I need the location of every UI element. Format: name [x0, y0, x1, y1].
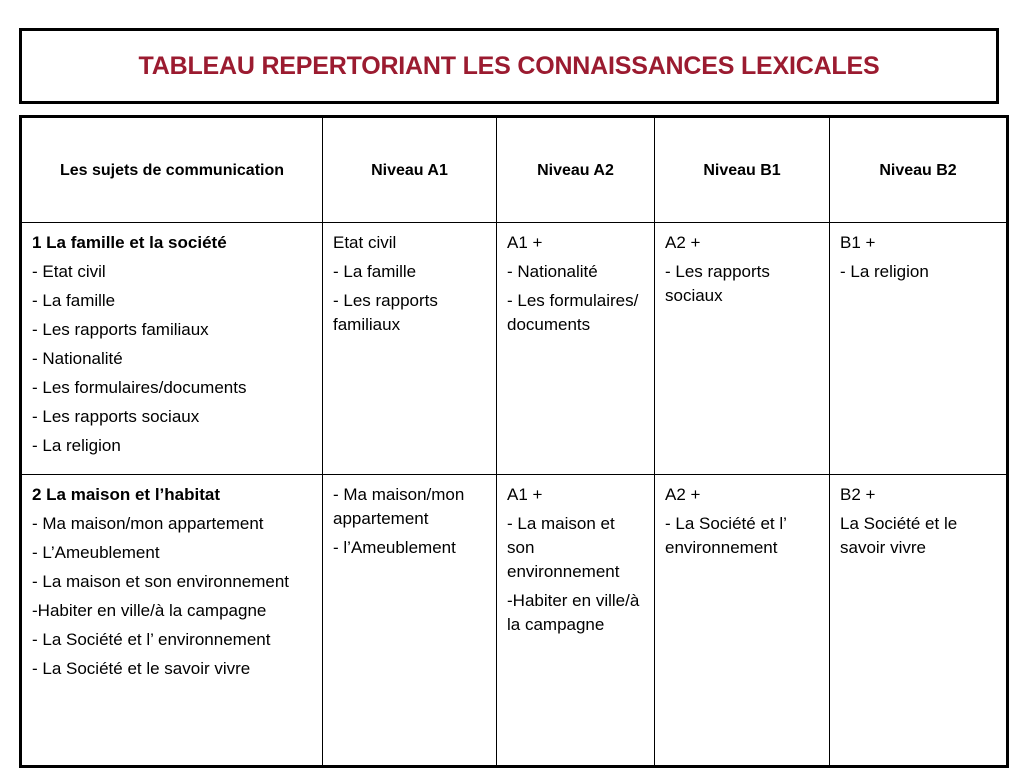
list-item: - L’Ameublement [32, 543, 160, 562]
list-item: - Ma maison/mon appartement [32, 514, 264, 533]
table-header-row [21, 117, 1008, 223]
table-row [21, 223, 1008, 475]
list-item: - La Société et l’ environnement [32, 630, 271, 649]
header-b2: Niveau B2 [830, 117, 1008, 223]
list-item: - Les rapports familiaux [333, 291, 438, 334]
a1-cell [323, 223, 497, 475]
list-item: - Ma maison/mon appartement [333, 485, 465, 528]
subject-cell [21, 223, 323, 475]
list-item: - Les rapports sociaux [32, 407, 200, 426]
title-box [19, 28, 999, 104]
header-subjects: Les sujets de communication [21, 117, 323, 223]
b1-cell [655, 475, 830, 767]
list-item: A2 + [665, 233, 701, 252]
a2-cell [497, 223, 655, 475]
header-a1: Niveau A1 [323, 117, 497, 223]
a1-cell [323, 475, 497, 767]
list-item: A2 + [665, 485, 701, 504]
subject-cell [21, 475, 323, 767]
list-item: - La Société et l’ environnement [665, 514, 787, 557]
list-item: - Les rapports sociaux [665, 262, 770, 305]
list-item: -Habiter en ville/à la campagne [32, 601, 267, 620]
list-item: - La famille [333, 262, 417, 281]
list-item: - Les formulaires/documents [32, 378, 247, 397]
b2-cell [830, 223, 1008, 475]
b2-cell [830, 475, 1008, 767]
b1-cell [655, 223, 830, 475]
list-item: -Habiter en ville/à la campagne [507, 591, 640, 634]
list-item: - La religion [840, 262, 929, 281]
list-item: A1 + [507, 233, 543, 252]
list-item: - Les formulaires/documents [507, 291, 639, 334]
list-item: - La maison et son environnement [507, 514, 620, 581]
lexical-table [19, 115, 1009, 768]
list-item: - Nationalité [32, 349, 123, 368]
a2-cell [497, 475, 655, 767]
list-item: La Société et le savoir vivre [840, 514, 958, 557]
list-item: - Etat civil [32, 262, 106, 281]
subject-title: 2 La maison et l’habitat [32, 485, 220, 504]
list-item: B1 + [840, 233, 876, 252]
list-item: - La religion [32, 436, 121, 455]
subject-title: 1 La famille et la société [32, 233, 227, 252]
list-item: - Nationalité [507, 262, 598, 281]
list-item: - La Société et le savoir vivre [32, 659, 251, 678]
table-row [21, 475, 1008, 767]
list-item: - La maison et son environnement [32, 572, 290, 591]
list-item: A1 + [507, 485, 543, 504]
list-item: - Les rapports familiaux [32, 320, 209, 339]
page-title: TABLEAU REPERTORIANT LES CONNAISSANCES LEXICALES [138, 51, 880, 80]
list-item: - La famille [32, 291, 116, 310]
list-item: B2 + [840, 485, 876, 504]
list-item: - l’Ameublement [333, 538, 456, 557]
header-b1: Niveau B1 [655, 117, 830, 223]
header-a2: Niveau A2 [497, 117, 655, 223]
list-item: Etat civil [333, 233, 397, 252]
